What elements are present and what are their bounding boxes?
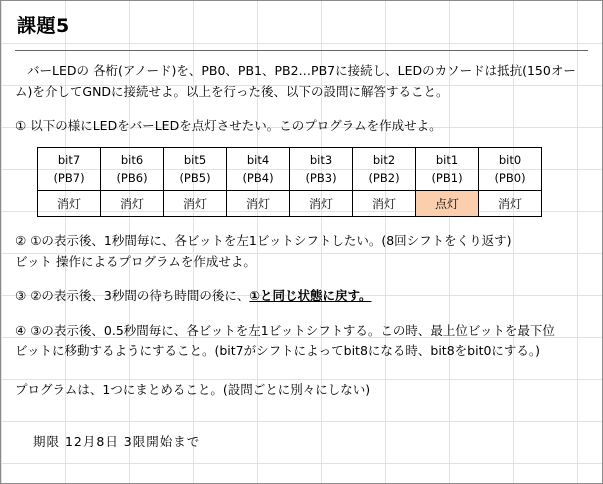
question-item-3 [15,286,588,307]
item-text-line1: ①の表示後、1秒間毎に、各ビットを左1ビットシフトしたい。(8回シフトをくり返す) [30,232,512,248]
bit-label-cell: bit3 [290,147,353,169]
bit-label-cell: bit7 [38,147,101,169]
bit-label-cell: bit2 [353,147,416,169]
bit-label-cell: bit4 [227,147,290,169]
item-marker: ① [15,118,27,134]
deadline-text: 期限 12月8日 3限開始まで [33,434,201,449]
led-state-cell: 消灯 [479,190,542,216]
led-state-cell: 消灯 [101,190,164,216]
item-text: 以下の様にLEDをバーLEDを点灯させたい。このプログラムを作成せよ。 [30,118,442,134]
port-label-cell: (PB6) [101,169,164,191]
port-label-cell: (PB7) [38,169,101,191]
document-content [1,1,602,450]
bit-state-table [37,147,542,217]
port-label-cell: (PB2) [353,169,416,191]
table-row-port-labels [38,169,542,191]
port-label-cell: (PB0) [479,169,542,191]
led-state-cell: 消灯 [290,190,353,216]
item-marker: ② [15,232,27,248]
port-label-cell: (PB1) [416,169,479,191]
bit-label-cell: bit1 [416,147,479,169]
item-text-line1: ②の表示後、3秒間の待ち時間の後に、 [30,288,250,304]
item-text-line2: ビットに移動するようにすること。(bit7がシフトによってbit8になる時、bit8をbit0にする。) [15,343,541,359]
led-state-cell: 消灯 [164,190,227,216]
item-marker: ④ [15,322,27,338]
item-text-underlined: ①と同じ状態に戻す。 [249,288,372,304]
led-state-cell-highlighted: 点灯 [416,190,479,216]
question-item-1 [15,116,588,137]
title-divider [15,50,588,51]
port-label-cell: (PB3) [290,169,353,191]
led-state-cell: 消灯 [227,190,290,216]
grid-line [1,463,602,464]
item-text-line2: ビット 操作によるプログラムを作成せよ。 [15,253,256,269]
program-note: プログラムは、1つにまとめること。(設問ごとに別々にしない) [15,382,371,397]
question-item-4 [15,321,588,362]
table-row-bit-labels [38,147,542,169]
port-label-cell: (PB4) [227,169,290,191]
led-state-cell: 消灯 [38,190,101,216]
page-title: 課題5 [17,15,70,37]
port-label-cell: (PB5) [164,169,227,191]
question-item-2 [15,231,588,272]
item-marker: ③ [15,288,27,304]
table-row-states [38,190,542,216]
bit-label-cell: bit0 [479,147,542,169]
led-state-cell: 消灯 [353,190,416,216]
bit-label-cell: bit6 [101,147,164,169]
bit-label-cell: bit5 [164,147,227,169]
intro-paragraph: バーLEDの 各桁(アノード)を、PB0、PB1、PB2…PB7に接続し、LEDのカソードは抵抗(150オーム)を介してGNDに接続せよ。以上を行った後、以下の設問に解答すること。 [15,63,576,99]
item-text-line1: ③の表示後、0.5秒間毎に、各ビットを左1ビットシフトする。この時、最上位ビットを最下位 [30,322,555,338]
